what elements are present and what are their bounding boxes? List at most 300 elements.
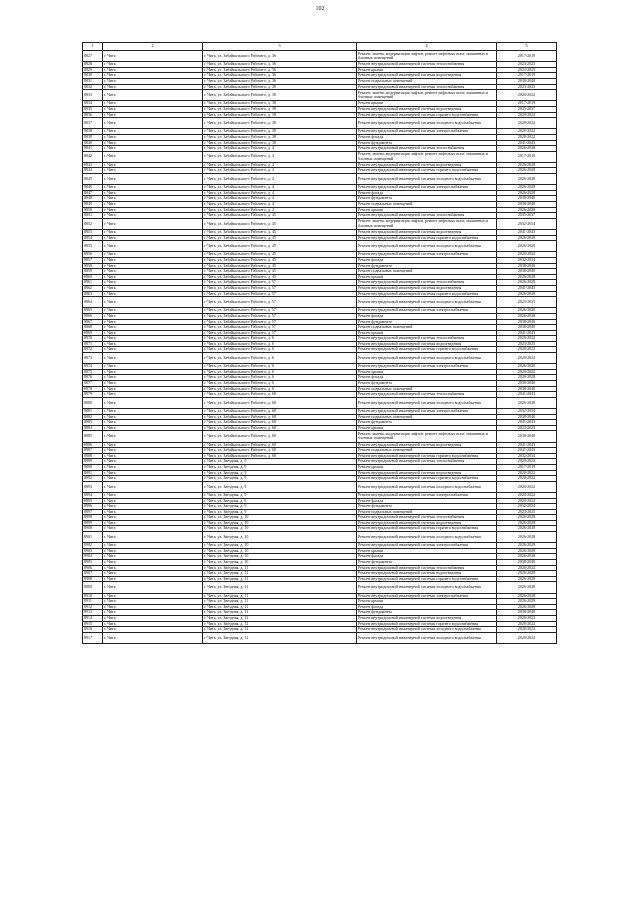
- table-row: [83, 118, 557, 129]
- locality-cell: г. Чита: [103, 62, 203, 68]
- address-cell: г. Чита, ул. Забайкальского Рабочего, д. 68: [203, 442, 357, 448]
- address-cell: г. Чита, ул. Забайкальского Рабочего, д. 38: [203, 118, 357, 129]
- address-cell: г. Чита, ул. Забайкальского Рабочего, д. 4: [203, 168, 357, 174]
- locality-cell: г. Чита: [103, 325, 203, 331]
- table-row: [83, 353, 557, 364]
- period-cell: 2035-2037: [497, 106, 557, 112]
- address-cell: г. Чита, ул. Забайкальского Рабочего, д. 38: [203, 106, 357, 112]
- period-cell: 2020-2022: [497, 621, 557, 627]
- address-cell: г. Чита, ул. Забайкальского Рабочего, д. 68: [203, 453, 357, 459]
- work-type-cell: Ремонт внутридомовой инженерной системы теплоснабжения: [357, 515, 497, 521]
- locality-cell: г. Чита: [103, 252, 203, 258]
- row-number-cell: 8865: [83, 308, 103, 314]
- row-number-cell: 8870: [83, 336, 103, 342]
- address-cell: г. Чита, ул. Звездная, д. 9: [203, 481, 357, 492]
- row-number-cell: 8848: [83, 196, 103, 202]
- address-cell: г. Чита, ул. Забайкальского Рабочего, д. 38: [203, 129, 357, 135]
- period-cell: 2026-2028: [497, 515, 557, 521]
- row-number-cell: 8854: [83, 235, 103, 241]
- address-cell: г. Чита, ул. Забайкальского Рабочего, д. 6: [203, 336, 357, 342]
- row-number-cell: 8842: [83, 151, 103, 162]
- work-type-cell: Ремонт внутридомовой инженерной системы холодного водоснабжения: [357, 627, 497, 633]
- row-number-cell: 8833: [83, 90, 103, 101]
- work-type-cell: Ремонт внутридомовой инженерной системы водоотведения: [357, 470, 497, 476]
- period-cell: 2020-2022: [497, 112, 557, 118]
- locality-cell: г. Чита: [103, 481, 203, 492]
- period-cell: 2026-2028: [497, 576, 557, 582]
- row-number-cell: 8862: [83, 285, 103, 291]
- row-number-cell: 8851: [83, 213, 103, 219]
- period-cell: 2038-2040: [497, 381, 557, 387]
- table-row: [83, 582, 557, 593]
- locality-cell: г. Чита: [103, 615, 203, 621]
- address-cell: г. Чита, ул. Забайкальского Рабочего, д. 45: [203, 213, 357, 219]
- work-type-cell: Ремонт внутридомовой инженерной системы теплоснабжения: [357, 459, 497, 465]
- column-header: 4: [357, 43, 497, 51]
- locality-cell: г. Чита: [103, 459, 203, 465]
- table-row: [83, 51, 557, 62]
- row-number-cell: 8883: [83, 420, 103, 426]
- locality-cell: г. Чита: [103, 162, 203, 168]
- locality-cell: г. Чита: [103, 627, 203, 633]
- address-cell: г. Чита, ул. Звездная, д. 10: [203, 554, 357, 560]
- table-row: [83, 151, 557, 162]
- locality-cell: г. Чита: [103, 101, 203, 107]
- column-header: 3: [203, 43, 357, 51]
- row-number-cell: 8857: [83, 257, 103, 263]
- address-cell: г. Чита, ул. Звездная, д. 9: [203, 504, 357, 510]
- work-type-cell: Ремонт внутридомовой инженерной системы водоотведения: [357, 285, 497, 291]
- locality-cell: г. Чита: [103, 509, 203, 515]
- address-cell: г. Чита, ул. Забайкальского Рабочего, д. 57: [203, 280, 357, 286]
- work-type-cell: Ремонт фасада: [357, 257, 497, 263]
- work-type-cell: Ремонт фундамента: [357, 319, 497, 325]
- period-cell: 2023-2025: [497, 297, 557, 308]
- locality-cell: г. Чита: [103, 571, 203, 577]
- address-cell: г. Чита, ул. Звездная, д. 9: [203, 470, 357, 476]
- locality-cell: г. Чита: [103, 336, 203, 342]
- period-cell: 2023-2025: [497, 62, 557, 68]
- table-row: [83, 481, 557, 492]
- locality-cell: г. Чита: [103, 230, 203, 236]
- work-type-cell: Ремонт фундамента: [357, 504, 497, 510]
- address-cell: г. Чита, ул. Звездная, д. 10: [203, 520, 357, 526]
- period-cell: 2023-2025: [497, 67, 557, 73]
- row-number-cell: 8898: [83, 515, 103, 521]
- address-cell: г. Чита, ул. Забайкальского Рабочего, д. 4: [203, 190, 357, 196]
- address-cell: г. Чита, ул. Звездная, д. 11: [203, 604, 357, 610]
- row-number-cell: 8867: [83, 319, 103, 325]
- locality-cell: г. Чита: [103, 431, 203, 442]
- address-cell: г. Чита, ул. Забайкальского Рабочего, д. 57: [203, 308, 357, 314]
- row-number-cell: 8864: [83, 297, 103, 308]
- row-number-cell: 8853: [83, 230, 103, 236]
- work-type-cell: Ремонт фасада: [357, 134, 497, 140]
- address-cell: г. Чита, ул. Забайкальского Рабочего, д. 6: [203, 347, 357, 353]
- period-cell: 2026-2028: [497, 520, 557, 526]
- row-number-cell: 8843: [83, 162, 103, 168]
- period-cell: 2026-2028: [497, 174, 557, 185]
- locality-cell: г. Чита: [103, 112, 203, 118]
- table-row: [83, 632, 557, 643]
- address-cell: г. Чита, ул. Звездная, д. 9: [203, 459, 357, 465]
- locality-cell: г. Чита: [103, 235, 203, 241]
- work-type-cell: Ремонт внутридомовой инженерной системы электроснабжения: [357, 543, 497, 549]
- period-cell: 2020-2022: [497, 492, 557, 498]
- locality-cell: г. Чита: [103, 386, 203, 392]
- row-number-cell: 8884: [83, 425, 103, 431]
- locality-cell: г. Чита: [103, 593, 203, 599]
- work-type-cell: Ремонт фундамента: [357, 381, 497, 387]
- address-cell: г. Чита, ул. Забайкальского Рабочего, д. 36: [203, 67, 357, 73]
- row-number-cell: 8860: [83, 274, 103, 280]
- row-number-cell: 8880: [83, 397, 103, 408]
- row-number-cell: 8875: [83, 369, 103, 375]
- work-type-cell: Ремонт внутридомовой инженерной системы холодного водоснабжения: [357, 397, 497, 408]
- address-cell: г. Чита, ул. Забайкальского Рабочего, д. 68: [203, 431, 357, 442]
- row-number-cell: 8828: [83, 62, 103, 68]
- period-cell: 2020-2022: [497, 498, 557, 504]
- column-header: 5: [497, 43, 557, 51]
- row-number-cell: 8904: [83, 554, 103, 560]
- row-number-cell: 8829: [83, 67, 103, 73]
- address-cell: г. Чита, ул. Забайкальского Рабочего, д. 45: [203, 269, 357, 275]
- row-number-cell: 8855: [83, 241, 103, 252]
- locality-cell: г. Чита: [103, 297, 203, 308]
- locality-cell: г. Чита: [103, 448, 203, 454]
- work-type-cell: Ремонт внутридомовой инженерной системы холодного водоснабжения: [357, 353, 497, 364]
- locality-cell: г. Чита: [103, 470, 203, 476]
- row-number-cell: 8871: [83, 341, 103, 347]
- row-number-cell: 8912: [83, 604, 103, 610]
- address-cell: г. Чита, ул. Забайкальского Рабочего, д. 68: [203, 414, 357, 420]
- period-cell: 2026-2028: [497, 375, 557, 381]
- capital-repair-table: [82, 42, 557, 644]
- work-type-cell: Ремонт внутридомовой инженерной системы водоотведения: [357, 73, 497, 79]
- row-number-cell: 8846: [83, 185, 103, 191]
- period-cell: 2023-2025: [497, 509, 557, 515]
- locality-cell: г. Чита: [103, 78, 203, 84]
- period-cell: 2038-2040: [497, 269, 557, 275]
- address-cell: г. Чита, ул. Забайкальского Рабочего, д. 68: [203, 425, 357, 431]
- period-cell: 2038-2040: [497, 560, 557, 566]
- period-cell: 2038-2040: [497, 325, 557, 331]
- row-number-cell: 8878: [83, 386, 103, 392]
- locality-cell: г. Чита: [103, 341, 203, 347]
- locality-cell: г. Чита: [103, 621, 203, 627]
- work-type-cell: Ремонт крыши: [357, 207, 497, 213]
- period-cell: 2020-2022: [497, 632, 557, 643]
- locality-cell: г. Чита: [103, 560, 203, 566]
- address-cell: г. Чита, ул. Забайкальского Рабочего, д. 38: [203, 140, 357, 146]
- locality-cell: г. Чита: [103, 599, 203, 605]
- row-number-cell: 8896: [83, 504, 103, 510]
- work-type-cell: Ремонт внутридомовой инженерной системы теплоснабжения: [357, 392, 497, 398]
- work-type-cell: Ремонт внутридомовой инженерной системы водоотведения: [357, 520, 497, 526]
- locality-cell: г. Чита: [103, 543, 203, 549]
- work-type-cell: Ремонт внутридомовой инженерной системы водоотведения: [357, 230, 497, 236]
- row-number-cell: 8831: [83, 78, 103, 84]
- address-cell: г. Чита, ул. Звездная, д. 11: [203, 582, 357, 593]
- locality-cell: г. Чита: [103, 106, 203, 112]
- period-cell: 2026-2028: [497, 185, 557, 191]
- address-cell: г. Чита, ул. Забайкальского Рабочего, д. 4: [203, 202, 357, 208]
- work-type-cell: Ремонт внутридомовой инженерной системы холодного водоснабжения: [357, 118, 497, 129]
- locality-cell: г. Чита: [103, 364, 203, 370]
- period-cell: 2038-2040: [497, 263, 557, 269]
- work-type-cell: Ремонт, замена, модернизация лифтов, ремонт лифтовых шахт, машинных и блочных помещений: [357, 218, 497, 229]
- row-number-cell: 8845: [83, 174, 103, 185]
- period-cell: 2026-2028: [497, 526, 557, 532]
- period-cell: 2020-2022: [497, 627, 557, 633]
- address-cell: г. Чита, ул. Забайкальского Рабочего, д. 68: [203, 409, 357, 415]
- locality-cell: г. Чита: [103, 280, 203, 286]
- address-cell: г. Чита, ул. Забайкальского Рабочего, д. 45: [203, 263, 357, 269]
- work-type-cell: Ремонт крыши: [357, 464, 497, 470]
- address-cell: г. Чита, ул. Забайкальского Рабочего, д. 57: [203, 313, 357, 319]
- work-type-cell: Ремонт внутридомовой инженерной системы горячего водоснабжения: [357, 576, 497, 582]
- address-cell: г. Чита, ул. Забайкальского Рабочего, д. 6: [203, 381, 357, 387]
- period-cell: 2017-2019: [497, 151, 557, 162]
- period-cell: 2038-2040: [497, 196, 557, 202]
- work-type-cell: Ремонт фундамента: [357, 610, 497, 616]
- work-type-cell: Ремонт внутридомовой инженерной системы теплоснабжения: [357, 84, 497, 90]
- row-number-cell: 8913: [83, 610, 103, 616]
- address-cell: г. Чита, ул. Забайкальского Рабочего, д. 57: [203, 297, 357, 308]
- row-number-cell: 8832: [83, 84, 103, 90]
- period-cell: 2020-2022: [497, 470, 557, 476]
- work-type-cell: Ремонт внутридомовой инженерной системы горячего водоснабжения: [357, 526, 497, 532]
- work-type-cell: Ремонт подвальных помещений: [357, 78, 497, 84]
- address-cell: г. Чита, ул. Забайкальского Рабочего, д. 4: [203, 207, 357, 213]
- address-cell: г. Чита, ул. Звездная, д. 11: [203, 599, 357, 605]
- row-number-cell: 8876: [83, 375, 103, 381]
- work-type-cell: Ремонт, замена, модернизация лифтов, ремонт лифтовых шахт, машинных и блочных помещений: [357, 431, 497, 442]
- locality-cell: г. Чита: [103, 196, 203, 202]
- address-cell: г. Чита, ул. Звездная, д. 10: [203, 543, 357, 549]
- period-cell: 2023-2025: [497, 425, 557, 431]
- work-type-cell: Ремонт подвальных помещений: [357, 509, 497, 515]
- period-cell: 2032-2034: [497, 218, 557, 229]
- address-cell: г. Чита, ул. Звездная, д. 11: [203, 593, 357, 599]
- address-cell: г. Чита, ул. Звездная, д. 9: [203, 509, 357, 515]
- work-type-cell: Ремонт внутридомовой инженерной системы электроснабжения: [357, 308, 497, 314]
- locality-cell: г. Чита: [103, 369, 203, 375]
- address-cell: г. Чита, ул. Забайкальского Рабочего, д. 45: [203, 230, 357, 236]
- period-cell: 2020-2022: [497, 90, 557, 101]
- table-row: [83, 90, 557, 101]
- address-cell: г. Чита, ул. Забайкальского Рабочего, д. 38: [203, 112, 357, 118]
- work-type-cell: Ремонт внутридомовой инженерной системы горячего водоснабжения: [357, 168, 497, 174]
- address-cell: г. Чита, ул. Звездная, д. 10: [203, 526, 357, 532]
- address-cell: г. Чита, ул. Забайкальского Рабочего, д. 36: [203, 73, 357, 79]
- work-type-cell: Ремонт внутридомовой инженерной системы электроснабжения: [357, 492, 497, 498]
- row-number-cell: 8909: [83, 582, 103, 593]
- period-cell: 2020-2022: [497, 459, 557, 465]
- work-type-cell: Ремонт внутридомовой инженерной системы холодного водоснабжения: [357, 174, 497, 185]
- period-cell: 2032-2034: [497, 504, 557, 510]
- work-type-cell: Ремонт фасада: [357, 554, 497, 560]
- locality-cell: г. Чита: [103, 84, 203, 90]
- period-cell: 2020-2022: [497, 336, 557, 342]
- address-cell: г. Чита, ул. Забайкальского Рабочего, д. 68: [203, 448, 357, 454]
- table-row: [83, 297, 557, 308]
- work-type-cell: Ремонт внутридомовой инженерной системы электроснабжения: [357, 185, 497, 191]
- work-type-cell: Ремонт внутридомовой инженерной системы водоотведения: [357, 341, 497, 347]
- row-number-cell: 8858: [83, 263, 103, 269]
- period-cell: 2038-2040: [497, 414, 557, 420]
- row-number-cell: 8863: [83, 291, 103, 297]
- address-cell: г. Чита, ул. Забайкальского Рабочего, д. 4: [203, 151, 357, 162]
- locality-cell: г. Чита: [103, 576, 203, 582]
- address-cell: г. Чита, ул. Звездная, д. 12: [203, 621, 357, 627]
- row-number-cell: 8908: [83, 576, 103, 582]
- work-type-cell: Ремонт внутридомовой инженерной системы горячего водоснабжения: [357, 621, 497, 627]
- period-cell: 2026-2028: [497, 235, 557, 241]
- period-cell: 2026-2028: [497, 162, 557, 168]
- row-number-cell: 8905: [83, 560, 103, 566]
- row-number-cell: 8835: [83, 106, 103, 112]
- address-cell: г. Чита, ул. Забайкальского Рабочего, д. 6: [203, 375, 357, 381]
- address-cell: г. Чита, ул. Забайкальского Рабочего, д. 45: [203, 235, 357, 241]
- locality-cell: г. Чита: [103, 425, 203, 431]
- period-cell: 2026-2028: [497, 554, 557, 560]
- period-cell: 2038-2040: [497, 78, 557, 84]
- period-cell: 2023-2025: [497, 84, 557, 90]
- locality-cell: г. Чита: [103, 492, 203, 498]
- row-number-cell: 8892: [83, 476, 103, 482]
- period-cell: 2026-2028: [497, 190, 557, 196]
- table-header-row: [83, 43, 557, 51]
- table-row: [83, 397, 557, 408]
- period-cell: 2026-2028: [497, 291, 557, 297]
- period-cell: 2038-2040: [497, 202, 557, 208]
- work-type-cell: Ремонт крыши: [357, 548, 497, 554]
- period-cell: 2026-2028: [497, 593, 557, 599]
- locality-cell: г. Чита: [103, 476, 203, 482]
- work-type-cell: Ремонт внутридомовой инженерной системы холодного водоснабжения: [357, 481, 497, 492]
- work-type-cell: Ремонт внутридомовой инженерной системы холодного водоснабжения: [357, 297, 497, 308]
- row-number-cell: 8869: [83, 330, 103, 336]
- locality-cell: г. Чита: [103, 464, 203, 470]
- address-cell: г. Чита, ул. Звездная, д. 11: [203, 576, 357, 582]
- work-type-cell: Ремонт внутридомовой инженерной системы горячего водоснабжения: [357, 235, 497, 241]
- locality-cell: г. Чита: [103, 313, 203, 319]
- work-type-cell: Ремонт крыши: [357, 274, 497, 280]
- row-number-cell: 8840: [83, 140, 103, 146]
- period-cell: 2026-2028: [497, 308, 557, 314]
- row-number-cell: 8894: [83, 492, 103, 498]
- address-cell: г. Чита, ул. Звездная, д. 11: [203, 565, 357, 571]
- address-cell: г. Чита, ул. Забайкальского Рабочего, д. 6: [203, 353, 357, 364]
- period-cell: 2026-2028: [497, 532, 557, 543]
- address-cell: г. Чита, ул. Звездная, д. 11: [203, 571, 357, 577]
- locality-cell: г. Чита: [103, 213, 203, 219]
- row-number-cell: 8872: [83, 347, 103, 353]
- row-number-cell: 8836: [83, 112, 103, 118]
- address-cell: г. Чита, ул. Забайкальского Рабочего, д. 4: [203, 185, 357, 191]
- period-cell: 2026-2028: [497, 604, 557, 610]
- locality-cell: г. Чита: [103, 134, 203, 140]
- work-type-cell: Ремонт внутридомовой инженерной системы горячего водоснабжения: [357, 112, 497, 118]
- address-cell: г. Чита, ул. Забайкальского Рабочего, д. 68: [203, 420, 357, 426]
- locality-cell: г. Чита: [103, 504, 203, 510]
- period-cell: 2026-2028: [497, 146, 557, 152]
- row-number-cell: 8874: [83, 364, 103, 370]
- address-cell: г. Чита, ул. Забайкальского Рабочего, д. 6: [203, 364, 357, 370]
- period-cell: 2023-2025: [497, 341, 557, 347]
- work-type-cell: Ремонт внутридомовой инженерной системы электроснабжения: [357, 129, 497, 135]
- work-type-cell: Ремонт фасада: [357, 190, 497, 196]
- work-type-cell: Ремонт крыши: [357, 425, 497, 431]
- row-number-cell: 8882: [83, 414, 103, 420]
- work-type-cell: Ремонт внутридомовой инженерной системы теплоснабжения: [357, 280, 497, 286]
- period-cell: 2041-2043: [497, 442, 557, 448]
- locality-cell: г. Чита: [103, 347, 203, 353]
- work-type-cell: Ремонт крыши: [357, 330, 497, 336]
- row-number-cell: 8907: [83, 571, 103, 577]
- locality-cell: г. Чита: [103, 520, 203, 526]
- address-cell: г. Чита, ул. Забайкальского Рабочего, д. 6: [203, 341, 357, 347]
- locality-cell: г. Чита: [103, 146, 203, 152]
- period-cell: 2020-2022: [497, 252, 557, 258]
- locality-cell: г. Чита: [103, 263, 203, 269]
- address-cell: г. Чита, ул. Забайкальского Рабочего, д. 57: [203, 325, 357, 331]
- period-cell: 2020-2022: [497, 353, 557, 364]
- period-cell: 2041-2043: [497, 420, 557, 426]
- row-number-cell: 8839: [83, 134, 103, 140]
- period-cell: 2020-2022: [497, 134, 557, 140]
- period-cell: 2026-2028: [497, 274, 557, 280]
- period-cell: 2020-2022: [497, 476, 557, 482]
- row-number-cell: 8893: [83, 481, 103, 492]
- row-number-cell: 8856: [83, 252, 103, 258]
- locality-cell: г. Чита: [103, 453, 203, 459]
- row-number-cell: 8885: [83, 431, 103, 442]
- locality-cell: г. Чита: [103, 151, 203, 162]
- period-cell: 2017-2019: [497, 464, 557, 470]
- period-cell: 2026-2028: [497, 313, 557, 319]
- row-number-cell: 8903: [83, 548, 103, 554]
- table-row: [83, 174, 557, 185]
- locality-cell: г. Чита: [103, 414, 203, 420]
- work-type-cell: Ремонт внутридомовой инженерной системы холодного водоснабжения: [357, 632, 497, 643]
- address-cell: г. Чита, ул. Звездная, д. 12: [203, 632, 357, 643]
- address-cell: г. Чита, ул. Забайкальского Рабочего, д. 45: [203, 252, 357, 258]
- locality-cell: г. Чита: [103, 202, 203, 208]
- address-cell: г. Чита, ул. Забайкальского Рабочего, д. 36: [203, 78, 357, 84]
- locality-cell: г. Чита: [103, 409, 203, 415]
- work-type-cell: Ремонт фундамента: [357, 196, 497, 202]
- work-type-cell: Ремонт внутридомовой инженерной системы теплоснабжения: [357, 336, 497, 342]
- row-number-cell: 8915: [83, 621, 103, 627]
- address-cell: г. Чита, ул. Звездная, д. 12: [203, 627, 357, 633]
- address-cell: г. Чита, ул. Забайкальского Рабочего, д. 38: [203, 101, 357, 107]
- locality-cell: г. Чита: [103, 129, 203, 135]
- period-cell: 2038-2040: [497, 319, 557, 325]
- period-cell: 2035-2037: [497, 213, 557, 219]
- locality-cell: г. Чита: [103, 190, 203, 196]
- locality-cell: г. Чита: [103, 582, 203, 593]
- period-cell: 2020-2022: [497, 565, 557, 571]
- work-type-cell: Ремонт внутридомовой инженерной системы горячего водоснабжения: [357, 453, 497, 459]
- work-type-cell: Ремонт фундамента: [357, 560, 497, 566]
- period-cell: 2020-2022: [497, 615, 557, 621]
- locality-cell: г. Чита: [103, 420, 203, 426]
- row-number-cell: 8906: [83, 565, 103, 571]
- address-cell: г. Чита, ул. Забайкальского Рабочего, д. 57: [203, 319, 357, 325]
- locality-cell: г. Чита: [103, 515, 203, 521]
